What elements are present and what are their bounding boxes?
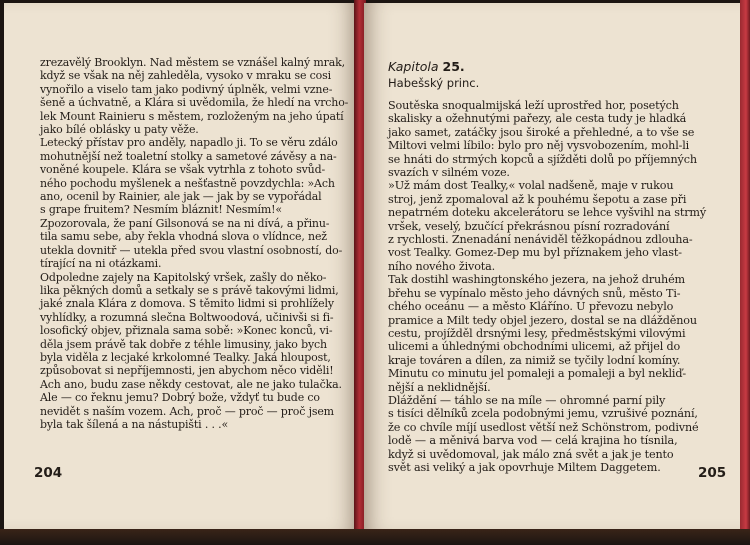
text-line: byla tak šílená a na nástupišti . . .«: [40, 417, 229, 431]
text-line: ného pochodu myšlenek a nešťastně povzdychla: »Ach: [40, 176, 335, 190]
text-line: jako samet, zatáčky jsou široké a přehledné, a to vše se: [388, 125, 695, 139]
text-line: tila samu sebe, aby řekla vhodná slova o vlídnce, než: [40, 230, 327, 244]
text-line: skalisky a ožehnutými pařezy, ale cesta tudy je hladká: [388, 112, 687, 126]
text-line: když se však na něj zahleděla, vysoko v mraku se cosi: [40, 69, 331, 83]
text-line: ano, ocenil by Rainier, ale jak — jak by se vypořádal: [40, 190, 322, 204]
text-line: nevidět s naším vozem. Ach, proč — proč — proč jsem: [40, 404, 334, 418]
text-line: břehu se vypínalo město jeho dávných snů, město Ti-: [388, 286, 681, 300]
text-line: jako bílé oblásky u paty věže.: [40, 123, 199, 137]
text-line: Ach ano, budu zase někdy cestovat, ale ne jako tulačka.: [40, 377, 342, 391]
text-line: chého oceánu — a město Kláříno. U převozu nebylo: [388, 300, 674, 314]
text-line: Odpoledne zajely na Kapitolský vršek, zašly do něko-: [40, 270, 327, 284]
text-line: z rychlosti. Znenadání nenáviděl těžkopádnou zdlouha-: [388, 233, 693, 247]
text-line: Ale — co řeknu jemu? Dobrý bože, vždyť tu bude co: [40, 391, 320, 405]
text-line: lika pěkných domů a setkaly se s právě takovými lidmi,: [40, 283, 339, 297]
text-line: nější a neklidnější.: [388, 380, 491, 394]
text-line: jaké znala Klára z domova. S těmito lidmi si prohlížely: [40, 297, 334, 311]
chapter-number: 25.: [442, 59, 465, 74]
text-line: vyhlídky, a rozumná slečna Boltwoodová, učinivši si fi-: [40, 310, 334, 324]
text-line: s tisíci dělníků zcela podobnými jemu, vzrušivé poznání,: [388, 407, 698, 421]
text-line: s grape fruitem? Nesmím bláznit! Nesmím!«: [40, 203, 282, 217]
right-page-text: [388, 99, 706, 474]
text-line: stroj, jenž zpomaloval až k pouhému šepotu a zase při: [388, 192, 687, 206]
chapter-label: Kapitola: [388, 59, 439, 74]
text-line: lodě — a měnivá barva vod — celá krajina ho tísnila,: [388, 434, 678, 448]
page-number-left: 204: [34, 465, 63, 481]
text-line: mohutnější než toaletní stolky a sametové závěsy a na-: [40, 149, 337, 163]
text-line: nepatrném doteku akcelerátoru se lehce vyšvihl na strmý: [388, 206, 707, 220]
text-line: vršek, veselý, bzučící překrásnou písní rozradování: [388, 219, 670, 233]
right-page: [364, 3, 740, 529]
text-line: lek Mount Rainieru s městem, rozloženým na jeho úpatí: [40, 109, 344, 123]
chapter-title: Habešský princ.: [388, 76, 480, 90]
text-line: vost Tealky. Gomez-Dep mu byl příznakem jeho vlast-: [388, 246, 682, 260]
page-number-right: 205: [698, 465, 727, 481]
chapter-heading: [388, 59, 465, 74]
text-line: ního nového života.: [388, 259, 496, 273]
text-line: kraje továren a dílen, za nimiž se tyčily lodní komíny.: [388, 353, 681, 367]
left-page-text: [40, 56, 348, 431]
text-line: Letecký přístav pro anděly, napadlo ji. To se věru zdálo: [40, 136, 338, 150]
text-line: svět asi veliký a jak opovrhuje Miltem Daggetem.: [388, 460, 661, 474]
text-line: Miltovi velmi líbilo: bylo pro něj vysvobozením, mohl-li: [388, 139, 690, 153]
text-line: tírající na ni otázkami.: [40, 257, 162, 271]
text-line: losofický objev, přiznala sama sobě: »Konec konců, vi-: [40, 324, 333, 338]
text-line: když si uvědomoval, jak málo zná svět a jak je tento: [388, 447, 674, 461]
text-line: pramice a Milt tedy objel jezero, dostal se na dlážděnou: [388, 313, 697, 327]
text-line: Soutěska snoqualmijská leží uprostřed hor, posetých: [388, 99, 679, 112]
text-line: Minutu co minutu jel pomaleji a pomaleji a byl nekliď-: [388, 367, 686, 381]
text-line: se hnáti do strmých kopců a sjížděti dolů po příjemných: [388, 152, 697, 166]
text-line: děla jsem právě tak dobře z téhle limusiny, jako bych: [40, 337, 327, 351]
book-bottom-edge: [0, 529, 750, 545]
text-line: cestu, projížděl drsnými lesy, předměstskými vilovými: [388, 326, 686, 340]
book-edge: [740, 0, 750, 545]
text-line: Tak dostihl washingtonského jezera, na jehož druhém: [388, 273, 686, 287]
text-line: Zpozorovala, že paní Gilsonová se na ni dívá, a přinu-: [40, 216, 330, 230]
text-line: šeně a úchvatně, a Klára si uvědomila, že hledí na vrcho-: [40, 96, 349, 110]
text-line: Dláždění — táhlo se na míle — ohromné parní pily: [388, 393, 666, 407]
text-line: ulicemi a úhlednými obchodními ulicemi, až přijel do: [388, 340, 681, 354]
left-page: [4, 3, 356, 529]
text-line: zrezavělý Brooklyn. Nad městem se vznášel kalný mrak,: [40, 56, 345, 69]
text-line: voněné koupele. Klára se však vytrhla z tohoto svůd-: [40, 163, 326, 177]
text-line: »Už mám dost Tealky,« volal nadšeně, maje v rukou: [388, 179, 674, 193]
text-line: vynořilo a viselo tam jako podivný úplněk, velmi vzne-: [40, 82, 333, 96]
text-line: utekla dovnitř — utekla před svou vlastní osobností, do-: [40, 243, 343, 257]
text-line: svazích v silném voze.: [388, 166, 510, 180]
text-line: že co chvíle míjí usedlost větší než Schönstrom, podivné: [388, 420, 699, 434]
text-line: způsobovat si nepříjemnosti, jen abychom něco viděli!: [40, 364, 334, 378]
text-line: byla viděla z lecjaké krkolomné Tealky. Jaká hloupost,: [40, 350, 331, 364]
